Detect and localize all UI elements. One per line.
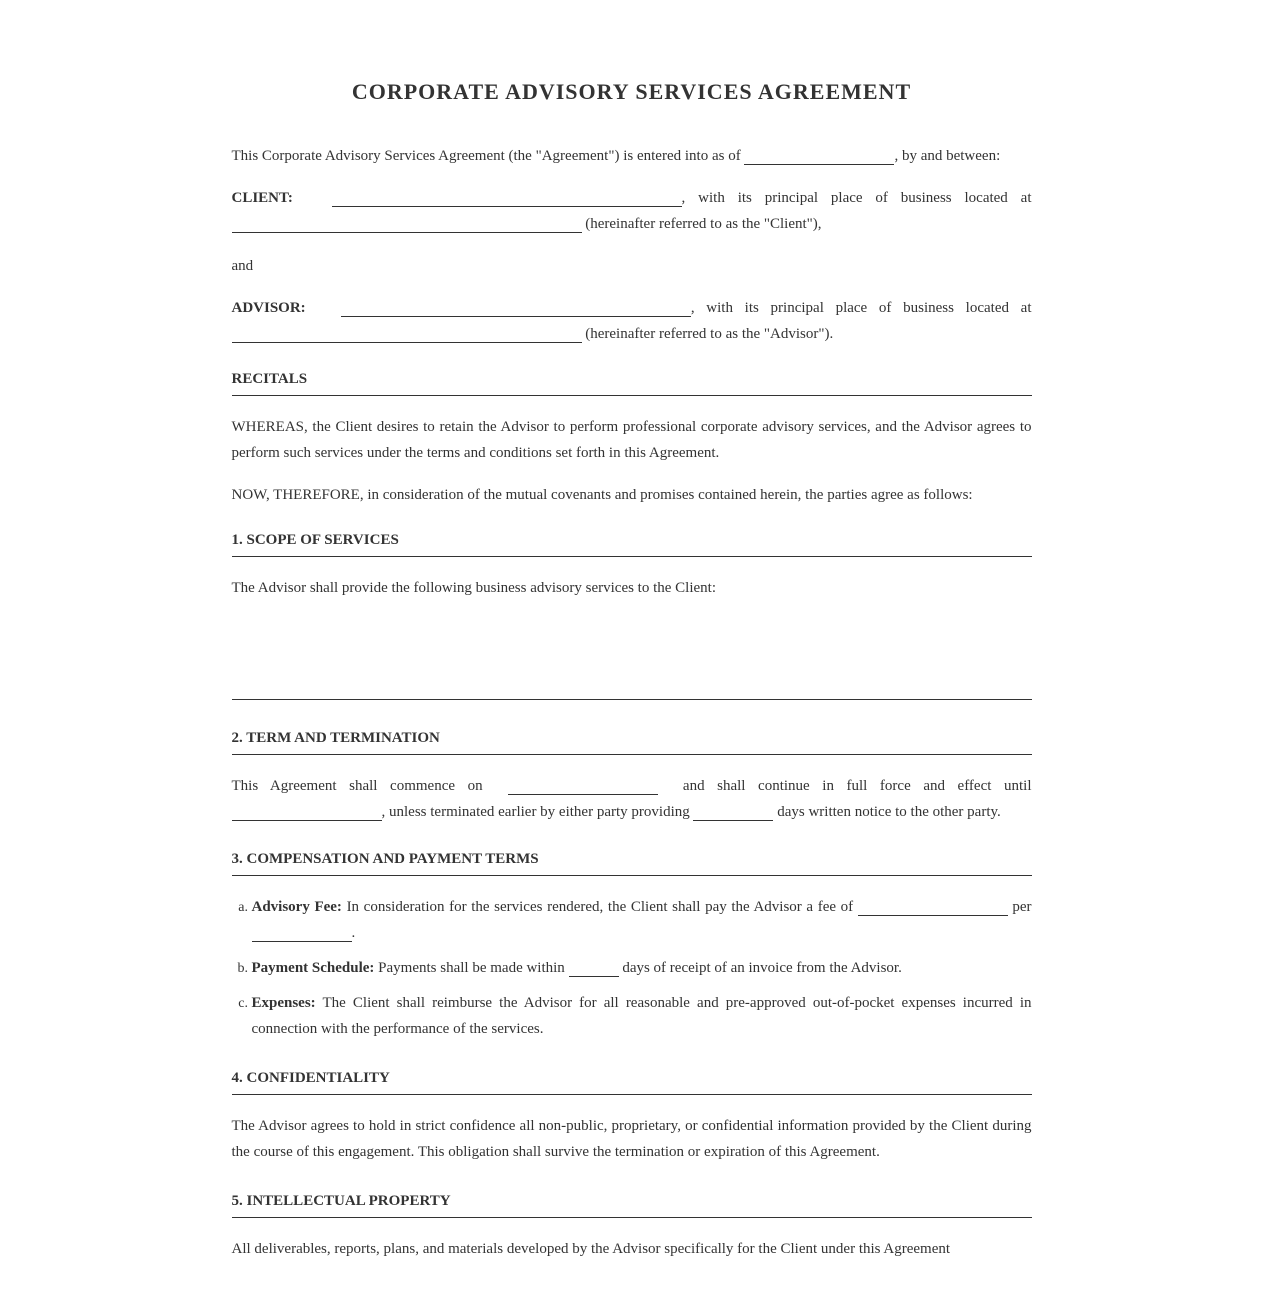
- confidentiality-paragraph: The Advisor agrees to hold in strict confidence all non-public, proprietary, or confidential information provided by the Client during the course of this engagement. This obligation shall survive the termination or expiration of this Agreement.: [231, 1118, 1032, 1160]
- document-page: [232, 0, 1032, 1262]
- fee-amount-blank[interactable]: [858, 897, 1008, 916]
- schedule-text-after: days of receipt of an invoice from the Advisor.: [622, 960, 902, 976]
- advisor-label: ADVISOR:: [231, 300, 306, 316]
- intro-text: This Corporate Advisory Services Agreement (the "Agreement") is entered into as of: [231, 148, 741, 164]
- client-name-blank[interactable]: [332, 188, 682, 207]
- term-text-1: This Agreement shall commence on: [231, 778, 483, 794]
- and-text: and: [231, 258, 254, 274]
- client-referred-text: (hereinafter referred to as the "Client"),: [585, 216, 822, 232]
- client-label: CLIENT:: [231, 190, 293, 206]
- advisor-paragraph: [232, 295, 1032, 347]
- recitals-heading: RECITALS: [232, 369, 1032, 396]
- expenses-label: Expenses:: [251, 995, 316, 1011]
- now-therefore-paragraph: NOW, THEREFORE, in consideration of the mutual covenants and promises contained herein, the parties agree as follows:: [231, 487, 973, 503]
- client-paragraph: [232, 185, 1032, 237]
- agreement-date-blank[interactable]: [744, 146, 894, 165]
- compensation-list: [232, 894, 1032, 1042]
- notice-days-blank[interactable]: [693, 802, 773, 821]
- client-located-text: , with its principal place of business located at: [681, 190, 1032, 206]
- intro-paragraph: [232, 143, 1032, 169]
- scope-services-field[interactable]: [232, 603, 1032, 700]
- term-text-3: , unless terminated earlier by either party providing: [381, 804, 690, 820]
- fee-per-text: per: [1012, 899, 1032, 915]
- advisor-located-text: , with its principal place of business located at: [690, 300, 1032, 316]
- advisor-address-blank[interactable]: [232, 324, 582, 343]
- advisory-fee-item: [252, 894, 1032, 946]
- payment-schedule-item: [252, 955, 1032, 981]
- term-paragraph: [232, 773, 1032, 825]
- document-title: CORPORATE ADVISORY SERVICES AGREEMENT: [351, 79, 912, 104]
- advisor-referred-text: (hereinafter referred to as the "Advisor").: [585, 326, 834, 342]
- commencement-date-blank[interactable]: [508, 776, 658, 795]
- expenses-text: The Client shall reimburse the Advisor for all reasonable and pre-approved out-of-pocket expenses incurred in connection with the performance of the services.: [251, 995, 1032, 1037]
- intro-text-after: , by and between:: [894, 148, 1001, 164]
- client-address-blank[interactable]: [232, 214, 582, 233]
- term-text-4: days written notice to the other party.: [777, 804, 1001, 820]
- confidentiality-heading: 4. CONFIDENTIALITY: [232, 1068, 1032, 1095]
- scope-text: The Advisor shall provide the following business advisory services to the Client:: [231, 580, 717, 596]
- ip-heading: 5. INTELLECTUAL PROPERTY: [232, 1191, 1032, 1218]
- payment-days-blank[interactable]: [569, 958, 619, 977]
- fee-period-blank[interactable]: [252, 923, 352, 942]
- ip-paragraph: All deliverables, reports, plans, and materials developed by the Advisor specifically for the Client under this Agreement: [231, 1241, 951, 1257]
- end-date-blank[interactable]: [232, 802, 382, 821]
- fee-period-dot: .: [351, 925, 356, 941]
- advisor-name-blank[interactable]: [341, 298, 691, 317]
- fee-text: In consideration for the services rendered, the Client shall pay the Advisor a fee of: [346, 899, 854, 915]
- scope-heading: 1. SCOPE OF SERVICES: [232, 530, 1032, 557]
- compensation-heading: 3. COMPENSATION AND PAYMENT TERMS: [232, 849, 1032, 876]
- fee-label: Advisory Fee:: [251, 899, 342, 915]
- whereas-paragraph: WHEREAS, the Client desires to retain the Advisor to perform professional corporate advisory services, and the Advisor agrees to perform such services under the terms and conditions set forth in this Agreement.: [231, 419, 1032, 461]
- term-heading: 2. TERM AND TERMINATION: [232, 728, 1032, 755]
- term-text-2: and shall continue in full force and effect until: [682, 778, 1032, 794]
- schedule-label: Payment Schedule:: [251, 960, 375, 976]
- schedule-text: Payments shall be made within: [378, 960, 565, 976]
- expenses-item: [252, 990, 1032, 1042]
